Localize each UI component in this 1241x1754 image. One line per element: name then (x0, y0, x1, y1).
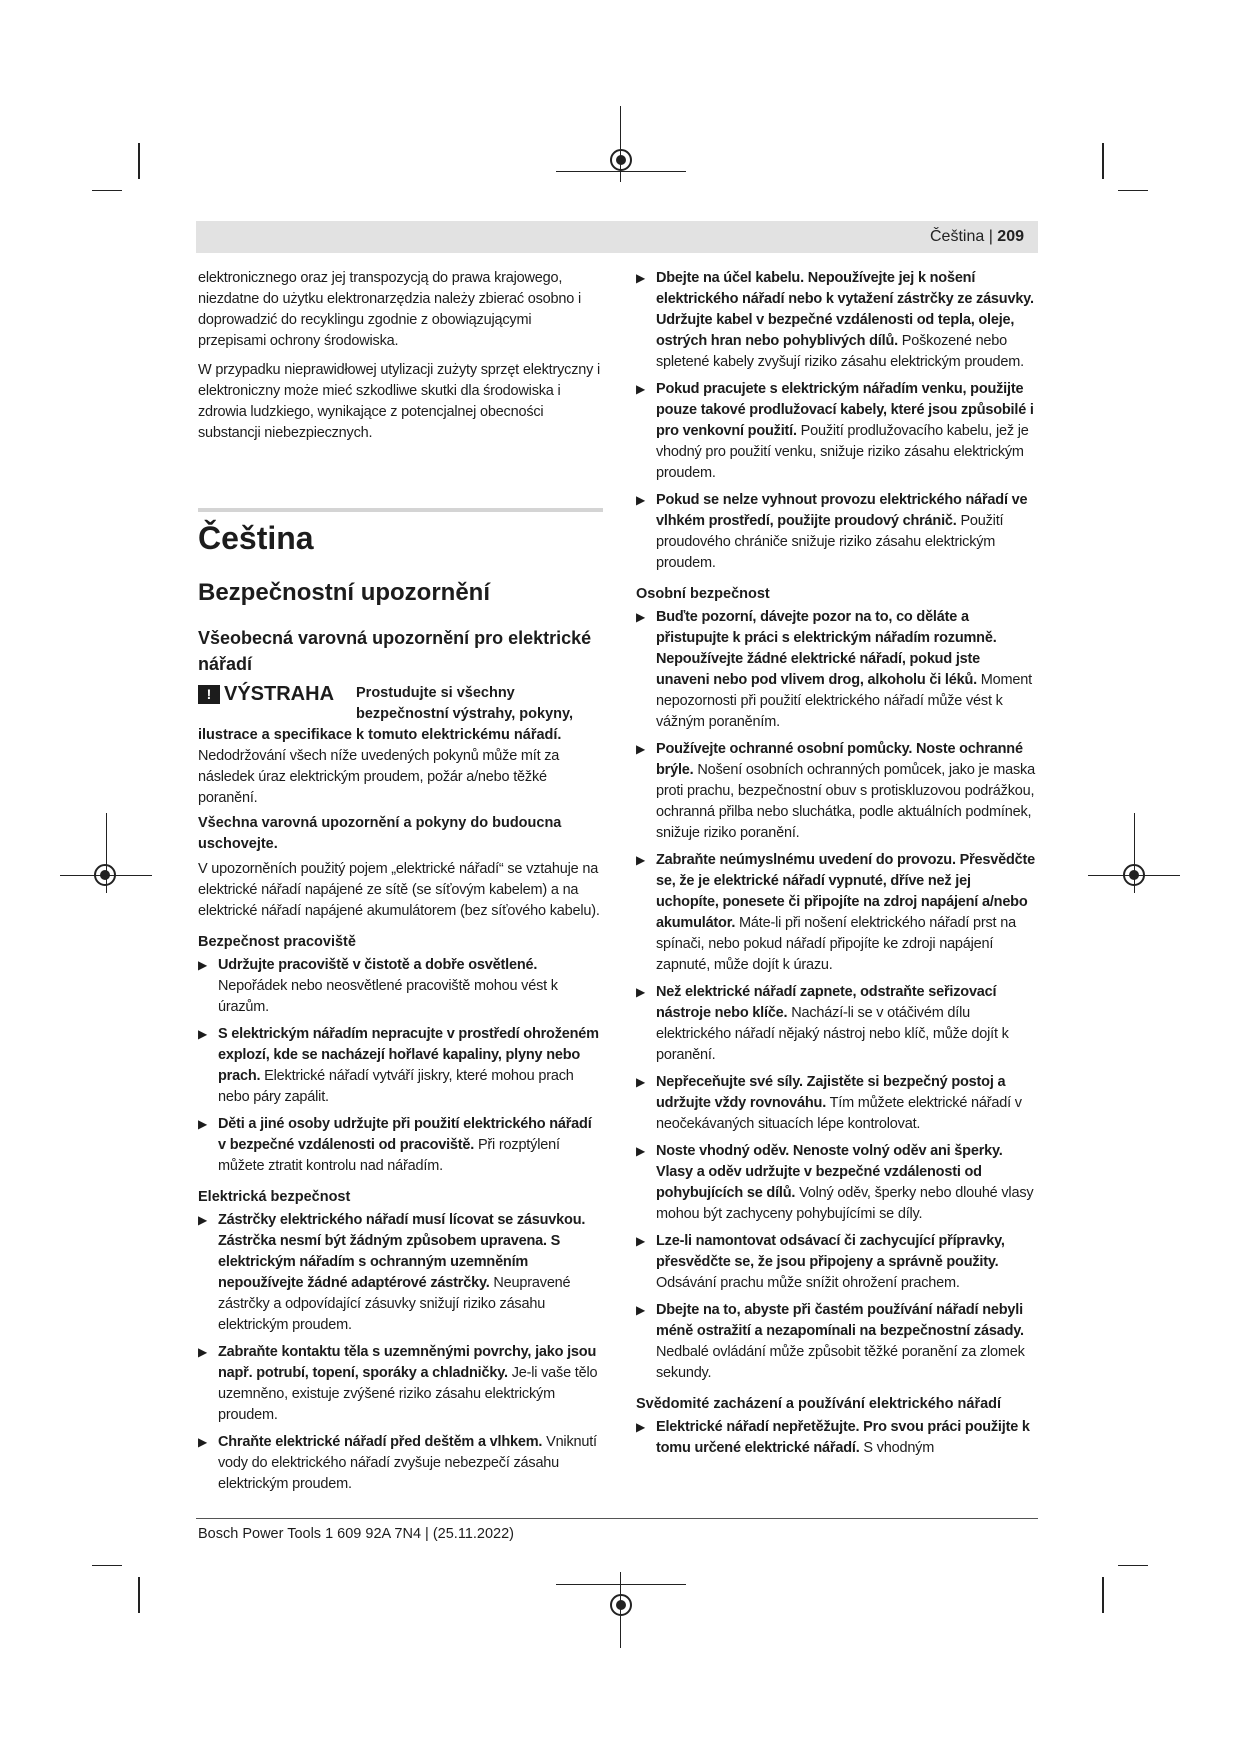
list-item: ▶ Pokud pracujete s elektrickým nářadím venku, použijte pouze takové prodlužovací kabely, které jsou způsobilé i pro venkovní použití. Použití prodlužovacího kabelu, jež je vhodný pro použití venku, snižuje riziko zásahu elektrickým proudem. (636, 381, 1034, 481)
crop-mark (1118, 190, 1148, 191)
list-item: ▶ Zástrčky elektrického nářadí musí lícovat se zásuvkou. Zástrčka nesmí být žádným způsobem upravena. S elektrickým nářadím s ochranným uzemněním nepoužívejte žádné adaptérové zástrčky. Neupravené zástrčky a odpovídající zásuvky snižují riziko zásahu elektrickým proudem. (198, 1212, 586, 1333)
list-item: ▶ Nepřeceňujte své síly. Zajistěte si bezpečný postoj a udržujte vždy rovnováhu. Tím můžete elektrické nářadí v neočekávaných situacích lépe kontrolovat. (636, 1074, 1022, 1132)
crop-mark (1102, 1577, 1104, 1613)
bullet-arrow-icon: ▶ (636, 1075, 646, 1089)
bullet-arrow-icon: ▶ (636, 1234, 646, 1248)
term-definition: V upozorněních použitý pojem „elektrické nářadí“ se vztahuje na elektrické nářadí napájené ze sítě (se síťovým kabelem) a na elektrické nářadí napájené akumulátorem (bez síťového kabelu). (198, 861, 600, 919)
crop-mark (92, 190, 122, 191)
registration-mark-icon (94, 864, 116, 886)
language-heading: Čeština (198, 520, 314, 556)
crop-mark (1102, 143, 1104, 179)
registration-mark-icon (610, 149, 632, 171)
left-column (198, 268, 603, 1501)
bullet-arrow-icon: ▶ (636, 382, 646, 396)
bullet-arrow-icon: ▶ (198, 1345, 208, 1359)
crop-mark (92, 1565, 122, 1566)
footer: Bosch Power Tools 1 609 92A 7N4 | (25.11.2022) (198, 1526, 514, 1542)
list-item: ▶ Buďte pozorní, dávejte pozor na to, co děláte a přistupujte k práci s elektrickým nářadím rozumně. Nepoužívejte žádné elektrické nářadí, pokud jste unaveni nebo pod vlivem drog, alkoholu či léků. Moment nepozornosti při použití elektrického nářadí může vést k vážným poraněním. (636, 609, 1032, 730)
subheading: Svědomité zacházení a používání elektrického nářadí (636, 1396, 1002, 1412)
warning-text: Prostudujte si všechny bezpečnostní výstrahy, pokyny, (356, 685, 574, 722)
list-item: ▶ Pokud se nelze vyhnout provozu elektrického nářadí ve vlhkém prostředí, použijte proudový chránič. Použití proudového chrániče snižuje riziko zásahu elektrickým proudem. (636, 492, 1028, 571)
divider (198, 508, 603, 512)
subheading: Bezpečnost pracoviště (198, 934, 356, 950)
footer-rule (196, 1518, 1038, 1519)
list-item: ▶ S elektrickým nářadím nepracujte v prostředí ohroženém explozí, kde se nacházejí hořlavé kapaliny, plyny nebo prach. Elektrické nářadí vytváří jiskry, které mohou prach nebo páry zapálit. (198, 1026, 599, 1105)
warning-label (198, 683, 356, 706)
list-item: ▶ Zabraňte neúmyslnému uvedení do provozu. Přesvědčte se, že je elektrické nářadí vypnuté, dříve než jej uchopíte, ponesete či připojíte na zdroj napájení a/nebo akumulátor. Máte-li při nošení elektrického nářadí prst na spínači, nebo pokud nářadí připojíte ke zdroji napájení zapnuté, může dojít k úrazu. (636, 852, 1035, 973)
bullet-arrow-icon: ▶ (198, 958, 208, 972)
warning-icon: ! (198, 685, 220, 704)
crop-mark (1118, 1565, 1148, 1566)
keep-instructions: Všechna varovná upozornění a pokyny do budoucna uschovejte. (198, 815, 562, 852)
crop-mark (138, 1577, 140, 1613)
list-item: ▶ Udržujte pracoviště v čistotě a dobře osvětlené. Nepořádek nebo neosvětlené pracoviště mohou vést k úrazům. (198, 957, 558, 1015)
warning-body: Nedodržování všech níže uvedených pokynů může mít za následek úraz elektrickým proudem, požár a/nebo těžké poranění. (198, 748, 560, 806)
warning-label-text: VÝSTRAHA (224, 683, 335, 705)
list-item: ▶ Používejte ochranné osobní pomůcky. Noste ochranné brýle. Nošení osobních ochranných pomůcek, jako je maska proti prachu, bezpečnostní obuv s protiskluzovou podrážkou, ochranná přilba nebo sluchátka, podle aktuálních podmínek, snižuje riziko poranění. (636, 741, 1035, 841)
bullet-arrow-icon: ▶ (636, 271, 646, 285)
bullet-arrow-icon: ▶ (198, 1213, 208, 1227)
bullet-arrow-icon: ▶ (636, 1144, 646, 1158)
registration-line (556, 1584, 686, 1585)
intro-paragraph: W przypadku nieprawidłowej utylizacji zużyty sprzęt elektryczny i elektroniczny może mieć szkodliwe skutki dla środowiska i zdrowia ludzkiego, wynikające z potencjalnej obecności substancji niebezpiecznych. (198, 362, 601, 441)
warning-text-cont: ilustrace a specifikace k tomuto elektrickému nářadí. (198, 727, 562, 743)
list-item: ▶ Zabraňte kontaktu těla s uzemněnými povrchy, jako jsou např. potrubí, topení, sporáky a chladničky. Je-li vaše tělo uzemněno, existuje zvýšené riziko zásahu elektrickým proudem. (198, 1344, 598, 1423)
registration-mark-icon (610, 1594, 632, 1616)
subheading: Elektrická bezpečnost (198, 1189, 351, 1205)
bullet-arrow-icon: ▶ (636, 985, 646, 999)
bullet-arrow-icon: ▶ (636, 742, 646, 756)
page-header-label: Čeština | 209 (930, 228, 1024, 245)
list-item: ▶ Děti a jiné osoby udržujte při použití elektrického nářadí v bezpečné vzdálenosti od pracoviště. Při rozptýlení můžete ztratit kontrolu nad nářadím. (198, 1116, 592, 1174)
list-item: ▶ Chraňte elektrické nářadí před deštěm a vlhkem. Vniknutí vody do elektrického nářadí zvyšuje nebezpečí zásahu elektrickým proudem. (198, 1434, 597, 1492)
intro-paragraph: elektronicznego oraz jej transpozycją do prawa krajowego, niezdatne do użytku elektronarzędzia należy zbierać osobno i doprowadzić do recyklingu zgodnie z obowiązującymi przepisami ochrony środowiska. (198, 270, 581, 349)
registration-line (556, 171, 686, 172)
registration-mark-icon (1123, 864, 1145, 886)
list-item: ▶ Noste vhodný oděv. Nenoste volný oděv ani šperky. Vlasy a oděv udržujte v bezpečné vzdálenosti od pohybujících se dílů. Volný oděv, šperky nebo dlouhé vlasy mohou být zachyceny pohybujícími se díly. (636, 1143, 1034, 1222)
bullet-arrow-icon: ▶ (636, 853, 646, 867)
page-number: 209 (997, 228, 1024, 245)
list-item: ▶ Dbejte na účel kabelu. Nepoužívejte jej k nošení elektrického nářadí nebo k vytažení zástrčky ze zásuvky. Udržujte kabel v bezpečné vzdálenosti od tepla, oleje, ostrých hran nebo pohyblivých dílů. Poškozené nebo spletené kabely zvyšují riziko zásahu elektrickým proudem. (636, 270, 1034, 370)
bullet-arrow-icon: ▶ (198, 1117, 208, 1131)
bullet-arrow-icon: ▶ (636, 493, 646, 507)
right-column (636, 268, 1036, 1465)
list-item: ▶ Dbejte na to, abyste při častém používání nářadí nebyli méně ostražití a nezapomínali na bezpečnostní zásady. Nedbalé ovládání může způsobit těžké poranění za zlomek sekundy. (636, 1302, 1025, 1381)
page-header (196, 221, 1038, 253)
section-heading: Bezpečnostní upozornění (198, 579, 491, 606)
header-section: Čeština (930, 228, 985, 245)
bullet-arrow-icon: ▶ (198, 1435, 208, 1449)
subheading: Osobní bezpečnost (636, 586, 770, 602)
bullet-arrow-icon: ▶ (636, 1420, 646, 1434)
bullet-arrow-icon: ▶ (198, 1027, 208, 1041)
list-item: ▶ Než elektrické nářadí zapnete, odstraňte seřizovací nástroje nebo klíče. Nachází-li se v otáčivém dílu elektrického nářadí nějaký nástroj nebo klíč, může dojít k poranění. (636, 984, 1009, 1063)
warning-block (198, 683, 603, 725)
crop-mark (138, 143, 140, 179)
list-item: ▶ Lze-li namontovat odsávací či zachycující přípravky, přesvědčte se, že jsou připojeny a správně použity. Odsávání prachu může snížit ohrožení prachem. (636, 1233, 1005, 1291)
subsection-heading: Všeobecná varovná upozornění pro elektrické nářadí (198, 628, 592, 674)
bullet-arrow-icon: ▶ (636, 1303, 646, 1317)
list-item: ▶ Elektrické nářadí nepřetěžujte. Pro svou práci použijte k tomu určené elektrické nářadí. S vhodným (636, 1419, 1030, 1456)
bullet-arrow-icon: ▶ (636, 610, 646, 624)
